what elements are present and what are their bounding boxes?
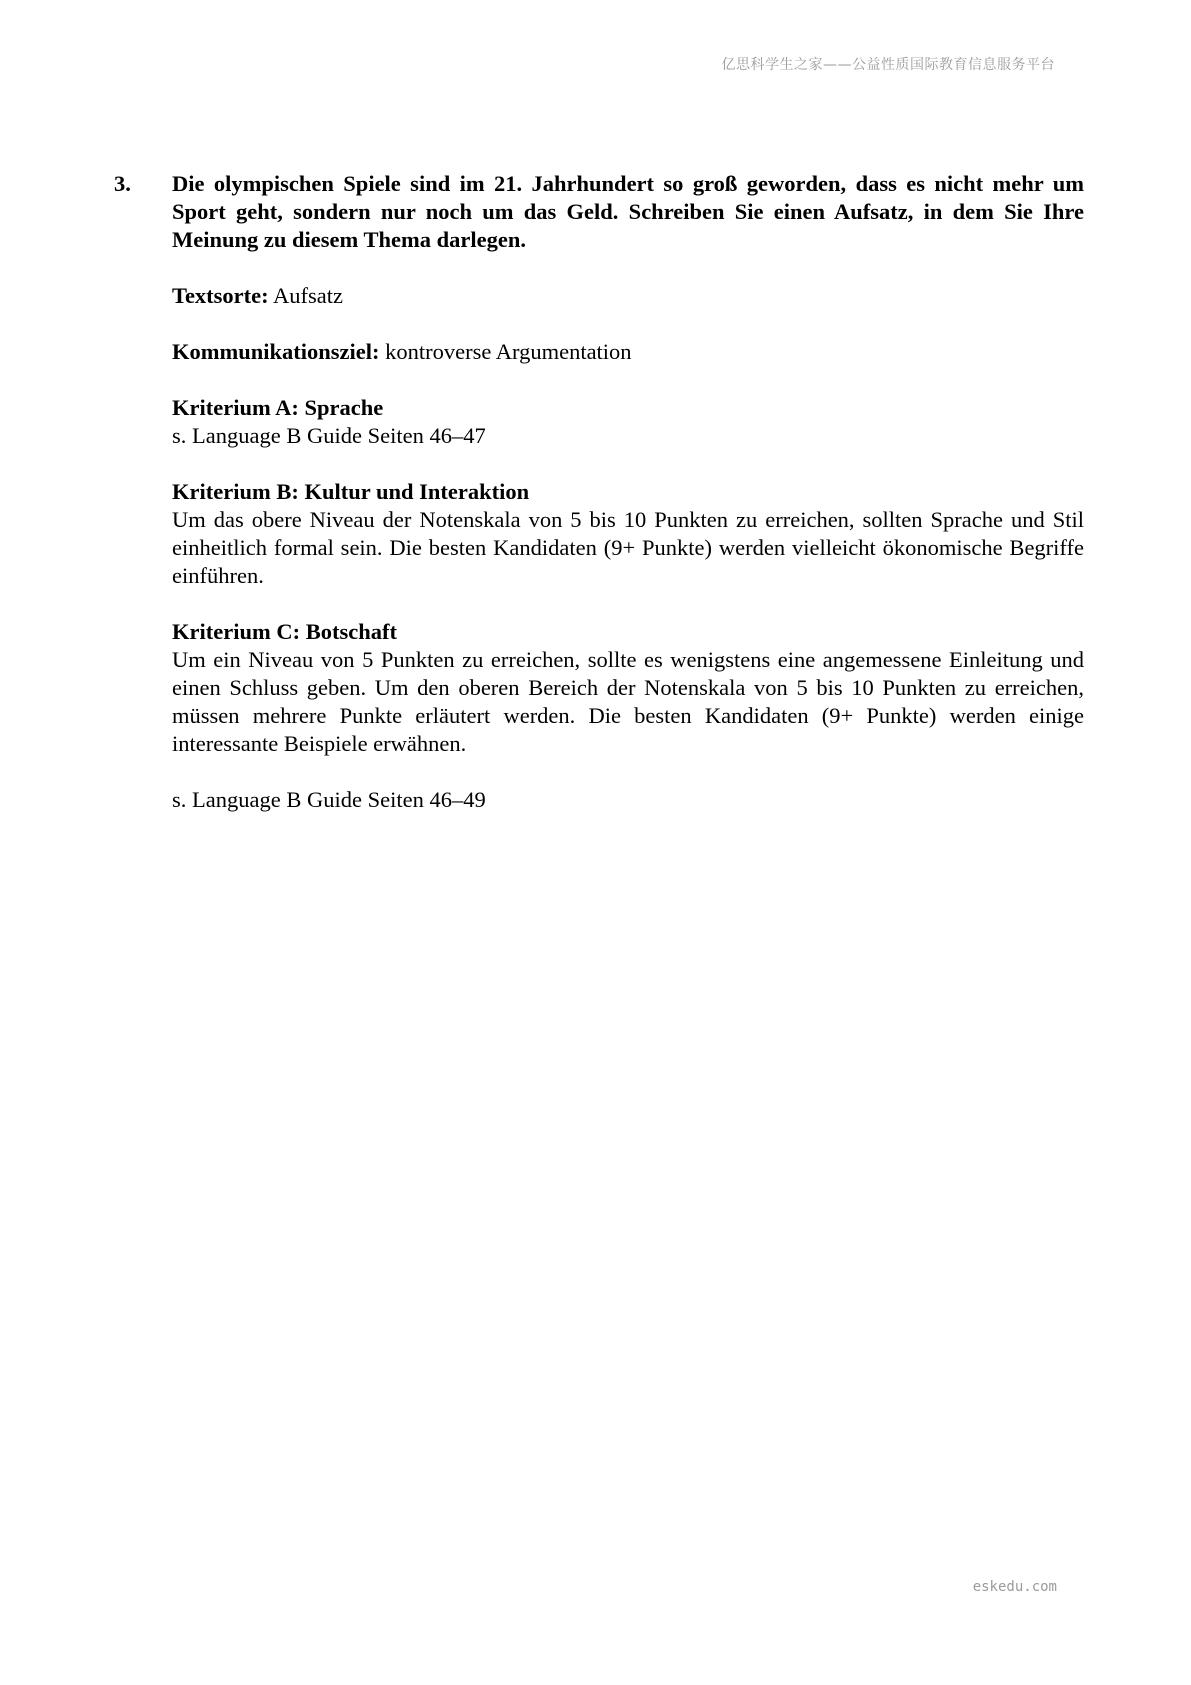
kriterium-a-heading: Kriterium A: Sprache xyxy=(172,395,384,420)
question-number: 3. xyxy=(114,171,131,196)
question-text: Die olympischen Spiele sind im 21. Jahrhundert so groß geworden, dass es nicht mehr um Sport geht, sondern nur noch um das Geld. Schreiben Sie einen Aufsatz, in dem Sie Ihre Meinung zu diesem Thema darlegen. xyxy=(172,171,1084,252)
kriterium-b-body: Um das obere Niveau der Notenskala von 5 bis 10 Punkten zu erreichen, sollten Sprache und Stil einheitlich formal sein. Die besten Kandidaten (9+ Punkte) werden vielleicht ökonomische Begriffe einführen. xyxy=(172,507,1084,588)
question-3 xyxy=(114,170,1084,254)
kriterium-b-section xyxy=(172,478,1084,590)
textsorte-line xyxy=(172,282,1084,310)
document-body xyxy=(114,170,1084,814)
kommunikationsziel-line xyxy=(172,338,1084,366)
kriterium-a-section xyxy=(172,394,1084,450)
textsorte-label: Textsorte: xyxy=(172,283,269,308)
closing-reference: s. Language B Guide Seiten 46–49 xyxy=(172,787,486,812)
kriterium-c-heading: Kriterium C: Botschaft xyxy=(172,619,397,644)
footer-watermark: eskedu.com xyxy=(972,1579,1057,1595)
kriterium-c-body: Um ein Niveau von 5 Punkten zu erreichen, sollte es wenigstens eine angemessene Einleitung und einen Schluss geben. Um den oberen Bereich der Notenskala von 5 bis 10 Punkten zu erreichen, müssen mehrere Punkte erläutert werden. Die besten Kandidaten (9+ Punkte) werden einige interessante Beispiele erwähnen. xyxy=(172,647,1084,756)
kommunikationsziel-value: kontroverse Argumentation xyxy=(379,339,632,364)
kriterium-b-heading: Kriterium B: Kultur und Interaktion xyxy=(172,479,530,504)
header-watermark: 亿思科学生之家——公益性质国际教育信息服务平台 xyxy=(721,57,1055,73)
kriterium-c-section xyxy=(172,618,1084,758)
kommunikationsziel-label: Kommunikationsziel: xyxy=(172,339,380,364)
textsorte-value: Aufsatz xyxy=(268,283,343,308)
kriterium-a-body: s. Language B Guide Seiten 46–47 xyxy=(172,423,486,448)
